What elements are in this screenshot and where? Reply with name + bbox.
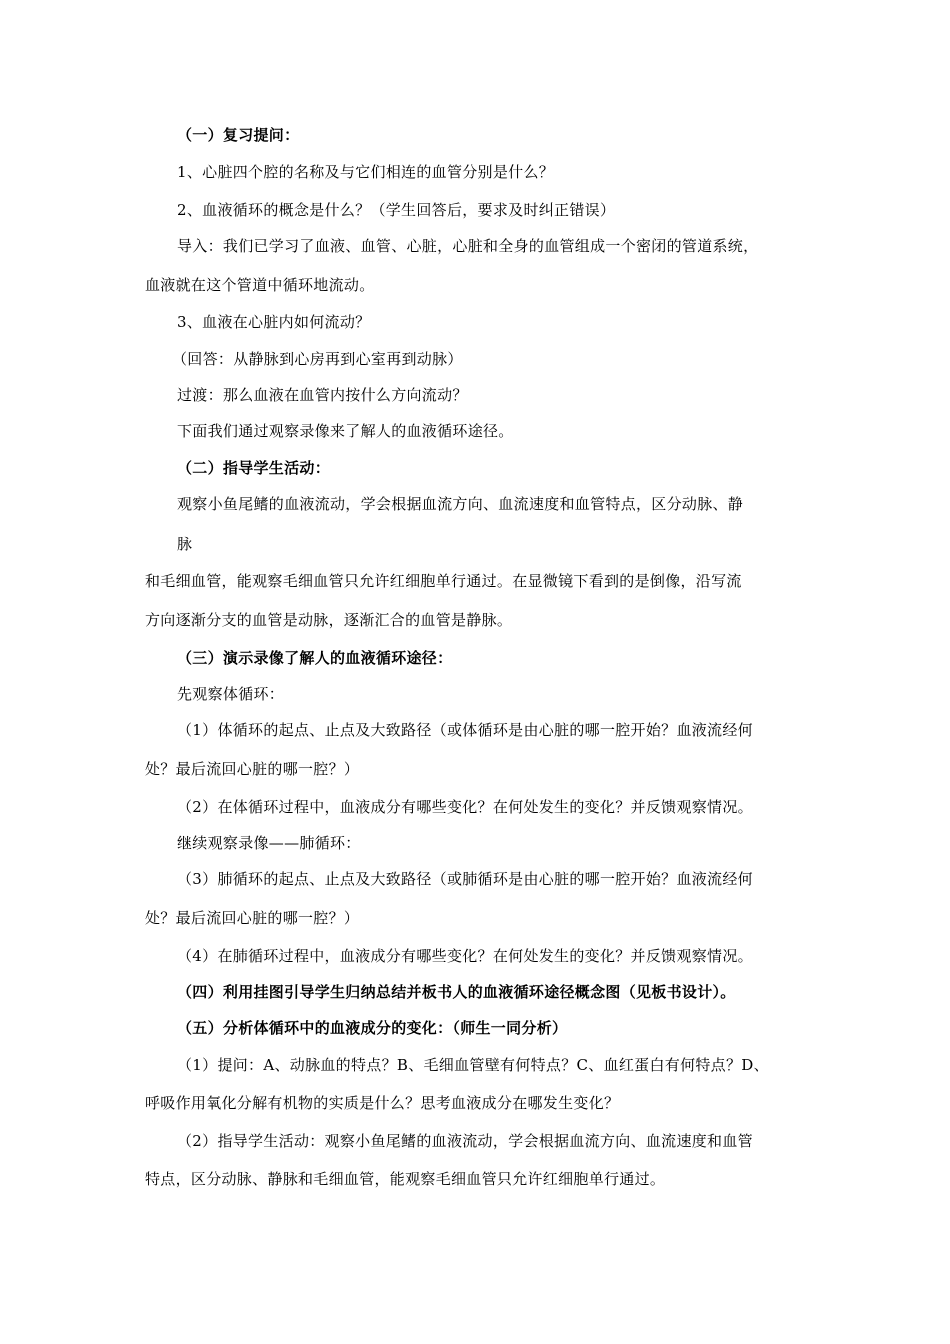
paragraph-line: 特点，区分动脉、静脉和毛细血管，能观察毛细血管只允许红细胞单行通过。 xyxy=(145,1170,666,1188)
paragraph-line: （2）指导学生活动：观察小鱼尾鳍的血液流动，学会根据血流方向、血流速度和血管 xyxy=(177,1132,753,1150)
paragraph-line: 脉 xyxy=(177,535,193,553)
paragraph-line: 处？最后流回心脏的哪一腔？） xyxy=(145,760,360,778)
paragraph-line: 处？最后流回心脏的哪一腔？） xyxy=(145,909,360,927)
paragraph-line: 3、血液在心脏内如何流动？ xyxy=(177,313,371,331)
paragraph-line: （4）在肺循环过程中，血液成分有哪些变化？在何处发生的变化？并反馈观察情况。 xyxy=(177,947,753,965)
paragraph-line: 导入：我们已学习了血液、血管、心脏，心脏和全身的血管组成一个密闭的管道系统， xyxy=(177,237,759,255)
paragraph-line: 血液就在这个管道中循环地流动。 xyxy=(145,276,375,294)
paragraph-line: 观察小鱼尾鳍的血液流动，学会根据血流方向、血流速度和血管特点，区分动脉、静 xyxy=(177,495,744,513)
paragraph-line: （2）在体循环过程中，血液成分有哪些变化？在何处发生的变化？并反馈观察情况。 xyxy=(177,798,753,816)
paragraph-line: 方向逐渐分支的血管是动脉，逐渐汇合的血管是静脉。 xyxy=(145,611,513,629)
paragraph-line: （3）肺循环的起点、止点及大致路径（或肺循环是由心脏的哪一腔开始？血液流经何 xyxy=(177,870,753,888)
paragraph-line: 1、心脏四个腔的名称及与它们相连的血管分别是什么？ xyxy=(177,163,555,181)
paragraph-line: 过渡：那么血液在血管内按什么方向流动？ xyxy=(177,386,468,404)
section-heading-guide: （二）指导学生活动： xyxy=(177,459,331,477)
paragraph-line: （回答：从静脉到心房再到心室再到动脉） xyxy=(172,350,463,368)
paragraph-line: 2、血液循环的概念是什么？（学生回答后，要求及时纠正错误） xyxy=(177,201,616,219)
section-heading-chart: （四）利用挂图引导学生归纳总结并板书人的血液循环途径概念图（见板书设计）。 xyxy=(177,983,736,1001)
paragraph-line: （1）提问：A、动脉血的特点？B、毛细血管壁有何特点？C、血红蛋白有何特点？D、 xyxy=(177,1056,769,1074)
paragraph-line: 先观察体循环： xyxy=(177,685,285,703)
paragraph-line: 和毛细血管，能观察毛细血管只允许红细胞单行通过。在显微镜下看到的是倒像，沿写流 xyxy=(145,572,742,590)
section-heading-video: （三）演示录像了解人的血液循环途径： xyxy=(177,649,453,667)
section-heading-analysis: （五）分析体循环中的血液成分的变化：（师生一同分析） xyxy=(177,1019,568,1037)
paragraph-line: 下面我们通过观察录像来了解人的血液循环途径。 xyxy=(177,422,514,440)
paragraph-line: （1）体循环的起点、止点及大致路径（或体循环是由心脏的哪一腔开始？血液流经何 xyxy=(177,721,753,739)
paragraph-line: 呼吸作用氧化分解有机物的实质是什么？思考血液成分在哪发生变化？ xyxy=(145,1094,620,1112)
paragraph-line: 继续观察录像——肺循环： xyxy=(177,834,361,852)
section-heading-review: （一）复习提问： xyxy=(177,126,300,144)
